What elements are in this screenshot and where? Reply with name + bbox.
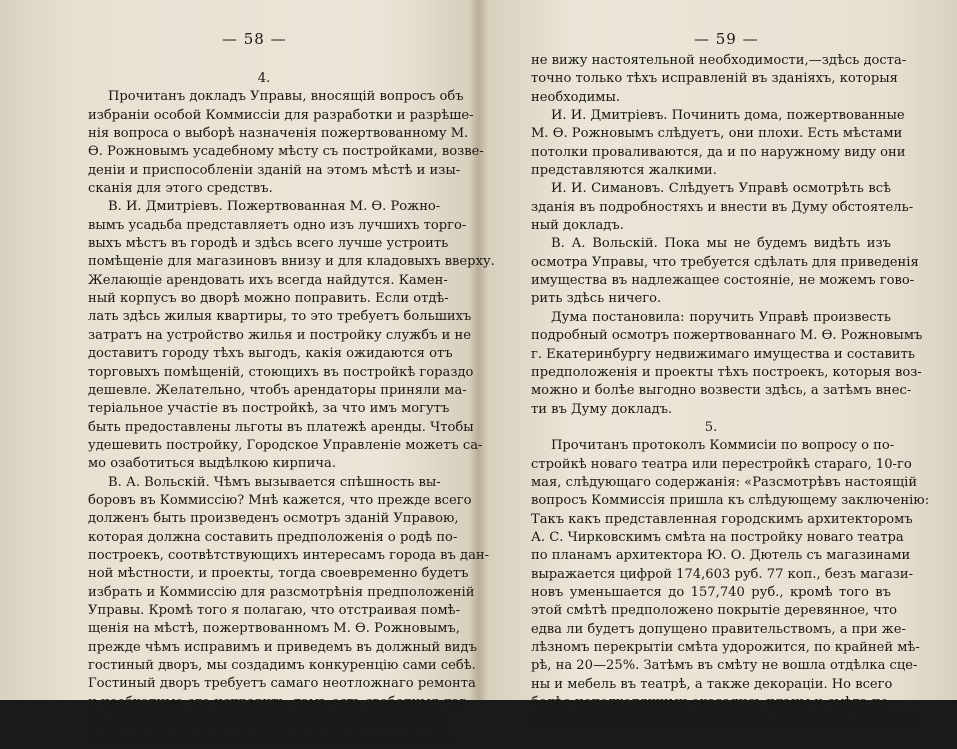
text-line: В. И. Дмитріевъ. Пожертвованная М. Ѳ. Рожно- [108, 199, 441, 215]
text-line: удешевить постройку, Городское Управленіе можетъ са- [88, 437, 483, 453]
text-line: стройки новаго городского театра, цѣнностію со всѣми [531, 713, 916, 729]
text-line: осмотра Управы, что требуется сдѣлать для приведенія [531, 254, 919, 270]
text-line: мо озаботиться выдѣлкою кирпича. [88, 456, 336, 472]
left-page-text [88, 70, 495, 749]
text-line: рѣ, на 20—25%. Затѣмъ въ смѣту не вошла отдѣлка сце- [531, 658, 918, 674]
text-line: которая должна составить предположенія о родѣ по- [88, 529, 458, 545]
text-line: мая, слѣдующаго содержанія: «Разсмотрѣвъ настоящій [531, 474, 918, 490]
text-line: Управы. Кромѣ того я полагаю, что отстраивая помѣ- [88, 602, 460, 618]
text-line: дешевле. Желательно, чтобъ арендаторы приняли ма- [88, 382, 467, 398]
section-number: 4. [257, 71, 271, 86]
text-line: вымъ усадьба представляетъ одно изъ лучшихъ торго- [88, 217, 467, 233]
text-line: Гостиный дворъ требуетъ самаго неотложнаго ремонта [88, 676, 476, 692]
text-line: едва ли будетъ допущено правительствомъ, а при же- [531, 621, 906, 637]
text-line: ный корпусъ во дворѣ можно поправить. Если отдѣ- [88, 291, 449, 307]
text-line: В. А. Вольскій. Чѣмъ вызывается спѣшность вы- [108, 474, 441, 490]
text-line: Прочитанъ протоколъ Коммисіи по вопросу о по- [551, 438, 895, 454]
text-line: этой смѣтѣ предположено покрытіе деревянное, что [531, 603, 898, 619]
text-line: деніи и приспособленіи зданій на этомъ мѣстѣ и изы- [88, 162, 461, 178]
text-line: лать здѣсь жилыя квартиры, то это требуетъ большихъ [88, 309, 472, 325]
text-line: Прочитанъ докладъ Управы, вносящій вопросъ объ [108, 89, 464, 105]
text-line: избрать и Коммиссію для разсмотрѣнія предположеній [88, 584, 475, 600]
text-line: ный докладъ. [531, 218, 624, 234]
text-line: Дума постановила: поручить Управѣ произвесть [551, 309, 891, 325]
text-line: гостиный дворъ, мы создадимъ конкуренцію сами себѣ. [88, 658, 476, 673]
page-number-right: — 59 — [694, 30, 759, 48]
text-line: стройкѣ новаго театра или перестройкѣ стараго, 10-го [531, 456, 912, 472]
text-line: ной мѣстности, и проекты, тогда своевременно будетъ [88, 566, 469, 582]
text-line: ти въ Думу докладъ. [531, 401, 673, 417]
text-line: вопросъ Коммиссія пришла къ слѣдующему заключенію: [531, 493, 930, 509]
text-line: торговыхъ помѣщеній, стоющихъ въ постройкѣ гораздо [88, 364, 474, 380]
text-line: новъ уменьшается до 157,740 руб., кромѣ того въ [531, 584, 891, 600]
text-line: И. И. Дмитріевъ. Починить дома, пожертвованные [551, 108, 905, 124]
text-line: дебномъ мѣстѣ, пока гостиный дворъ не весь занятъ, [88, 731, 457, 747]
right-page [479, 0, 957, 729]
text-line: не вижу настоятельной необходимости,—здѣсь доста- [531, 53, 907, 68]
text-line: В. А. Вольскій. Пока мы не будемъ видѣть изъ [551, 236, 891, 252]
text-line: по планамъ архитектора Ю. О. Дютель съ магазинами [531, 548, 911, 564]
text-line: прежде чѣмъ исправимъ и приведемъ въ должный видъ [88, 639, 477, 655]
text-line: долженъ быть произведенъ осмотръ зданій Управою, [88, 511, 459, 527]
text-line: необходимы. [531, 89, 621, 105]
text-line: нія вопроса о выборѣ назначенія пожертвованному М. [88, 126, 469, 142]
text-line: Ѳ. Рожновымъ усадебному мѣсту съ постройками, возве- [88, 144, 484, 160]
text-line: выражается цифрой 174,603 руб. 77 коп., безъ магази- [531, 566, 914, 582]
page-number-left: — 58 — [222, 30, 287, 48]
text-line: ки, возводить же новыя торговыя помѣщенія на уса- [88, 713, 454, 729]
text-line: быть предоставлены льготы въ платежѣ аренды. Чтобы [88, 419, 474, 435]
text-line: М. Ѳ. Рожновымъ слѣдуетъ, они плохи. Есть мѣстами [531, 126, 903, 142]
text-line: рить здѣсь ничего. [531, 291, 662, 307]
text-line: теріальное участіе въ постройкѣ, за что имъ могутъ [88, 401, 450, 417]
text-line: г. Екатеринбургу недвижимаго имущества и составить [531, 346, 915, 362]
text-line: избраніи особой Коммиссіи для разработки и разрѣше- [88, 107, 474, 123]
text-line: ны и мебель въ театрѣ, а также декораціи. Но всего [531, 676, 893, 692]
text-line: можно и болѣе выгодно возвести здѣсь, а затѣмъ внес- [531, 383, 912, 399]
text-line: выхъ мѣстъ въ городѣ и здѣсь всего лучше устроить [88, 236, 449, 252]
text-line: Такъ какъ представленная городскимъ архитекторомъ [531, 511, 913, 527]
text-line: помѣщеніе для магазиновъ внизу и для кладовыхъ вверху. [88, 254, 495, 270]
text-line: предположенія и проекты тѣхъ построекъ, которыя воз- [531, 364, 922, 380]
text-line: лѣзномъ перекрытіи смѣта удорожится, по крайней мѣ- [531, 640, 920, 655]
right-page-text [531, 52, 930, 731]
text-line: точно только тѣхъ исправленій въ зданіяхъ, которыя [531, 71, 898, 87]
text-line: болѣе неподходящими оказались планы и смѣта по- [531, 695, 893, 711]
text-line: доставитъ городу тѣхъ выгодъ, какія ожидаются отъ [88, 346, 453, 362]
text-line: затратъ на устройство жилья и постройку службъ и не [88, 327, 471, 343]
text-line: построекъ, соотвѣтствующихъ интересамъ города въ дан- [88, 547, 490, 563]
text-line: представляются жалкими. [531, 163, 717, 179]
text-line: А. С. Чирковскимъ смѣта на постройку новаго театра [531, 529, 904, 545]
text-line: щенія на мѣстѣ, пожертвованномъ М. Ѳ. Рожновымъ, [88, 621, 460, 637]
text-line: боровъ въ Коммиссію? Мнѣ кажется, что прежде всего [88, 492, 472, 508]
text-line: Желающіе арендовать ихъ всегда найдутся. Камен- [88, 272, 448, 288]
text-line: имущества въ надлежащее состояніе, не можемъ гово- [531, 273, 915, 289]
text-line: подробный осмотръ пожертвованнаго М. Ѳ. Рожновымъ [531, 328, 923, 344]
text-line: И. И. Симановъ. Слѣдуетъ Управѣ осмотрѣть всѣ [551, 181, 891, 197]
text-line: и необходимо его исправить, тамъ есть свободныя лав- [88, 694, 472, 710]
section-number: 5. [704, 419, 718, 435]
text-line: зданія въ подробностяхъ и внести въ Думу обстоятель- [531, 199, 914, 215]
text-line: потолки проваливаются, да и по наружному виду они [531, 144, 906, 160]
text-line: сканія для этого средствъ. [88, 181, 273, 197]
